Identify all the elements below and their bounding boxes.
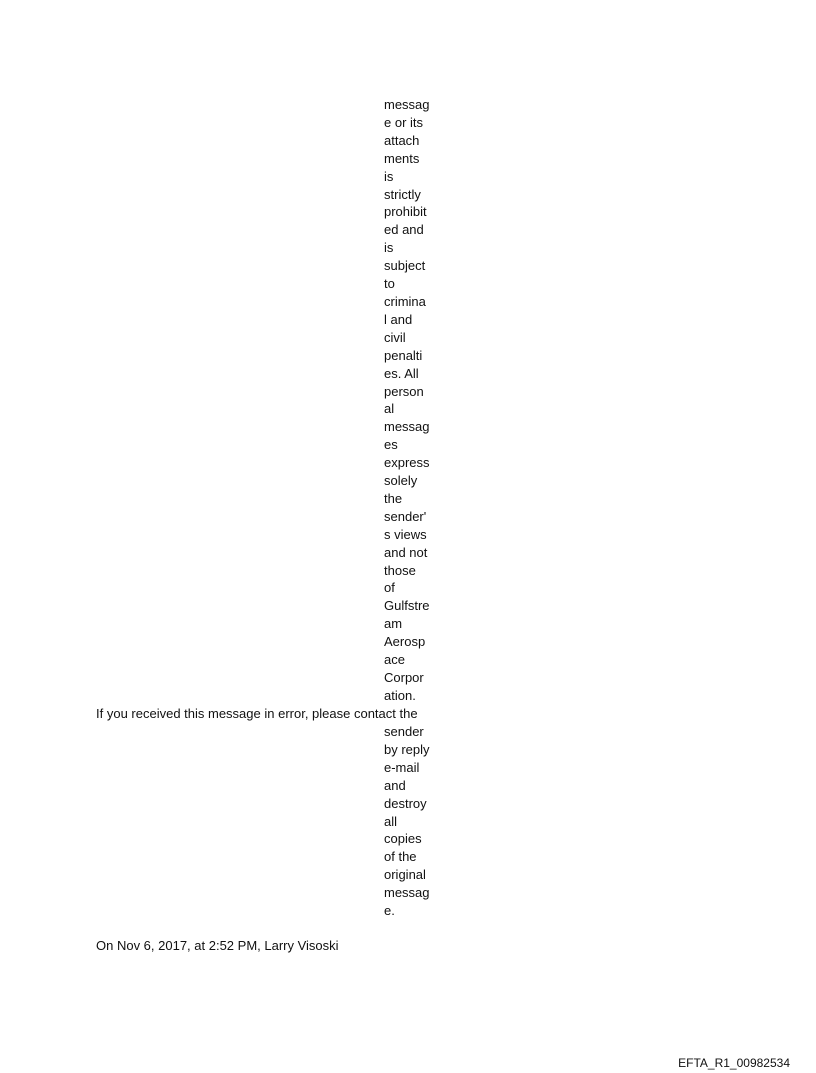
disclaimer-line: Gulfstre [384,598,430,614]
disclaimer-line: by reply [384,741,430,757]
disclaimer-line: e-mail [384,759,420,775]
disclaimer-line: is [384,240,394,256]
disclaimer-line: of the [384,849,417,865]
disclaimer-line: Corpor [384,670,424,685]
disclaimer-line: sender [384,724,424,739]
disclaimer-line: destroy [384,795,427,811]
disclaimer-line: the [384,490,403,506]
disclaimer-line: am [384,616,403,632]
disclaimer-line: of [384,580,395,596]
disclaimer-line: copies [384,831,422,847]
document-id: EFTA_R1_00982534 [678,1056,790,1070]
disclaimer-line: messag [384,419,430,435]
disclaimer-line: messag [384,885,430,901]
disclaimer-column-1 [384,96,444,705]
disclaimer-line: all [384,813,398,829]
disclaimer-line: e or its [384,114,424,130]
disclaimer-line: al [384,401,395,417]
disclaimer-line: ation. [384,687,416,703]
disclaimer-line: and [384,777,406,793]
disclaimer-line: messag [384,97,430,112]
disclaimer-line: es [384,437,398,453]
disclaimer-line: penalti [384,347,423,363]
disclaimer-line: ments [384,150,420,166]
disclaimer-line: l and [384,311,413,327]
disclaimer-line: attach [384,132,420,148]
disclaimer-line: ed and [384,222,424,238]
disclaimer-line: Aerosp [384,634,426,650]
disclaimer-line: person [384,383,424,399]
disclaimer-line: original [384,867,426,883]
disclaimer-line: solely [384,473,418,489]
disclaimer-line: those [384,562,416,578]
disclaimer-line: is [384,168,394,184]
disclaimer-line: civil [384,329,406,345]
disclaimer-line: strictly [384,186,421,202]
disclaimer-line: e. [384,903,395,919]
disclaimer-line: and not [384,544,428,560]
disclaimer-line: crimina [384,293,426,309]
disclaimer-line: prohibit [384,204,427,220]
disclaimer-line: sender' [384,508,427,524]
disclaimer-line: s views [384,526,427,542]
disclaimer-line: express [384,455,430,471]
disclaimer-line: to [384,276,395,292]
disclaimer-line: ace [384,652,405,668]
disclaimer-line: subject [384,258,426,274]
error-notice-line: If you received this message in error, please contact the [96,706,418,721]
disclaimer-column-2 [384,723,444,920]
disclaimer-line: es. All [384,365,419,381]
reply-header: On Nov 6, 2017, at 2:52 PM, Larry Visoski [96,938,339,953]
